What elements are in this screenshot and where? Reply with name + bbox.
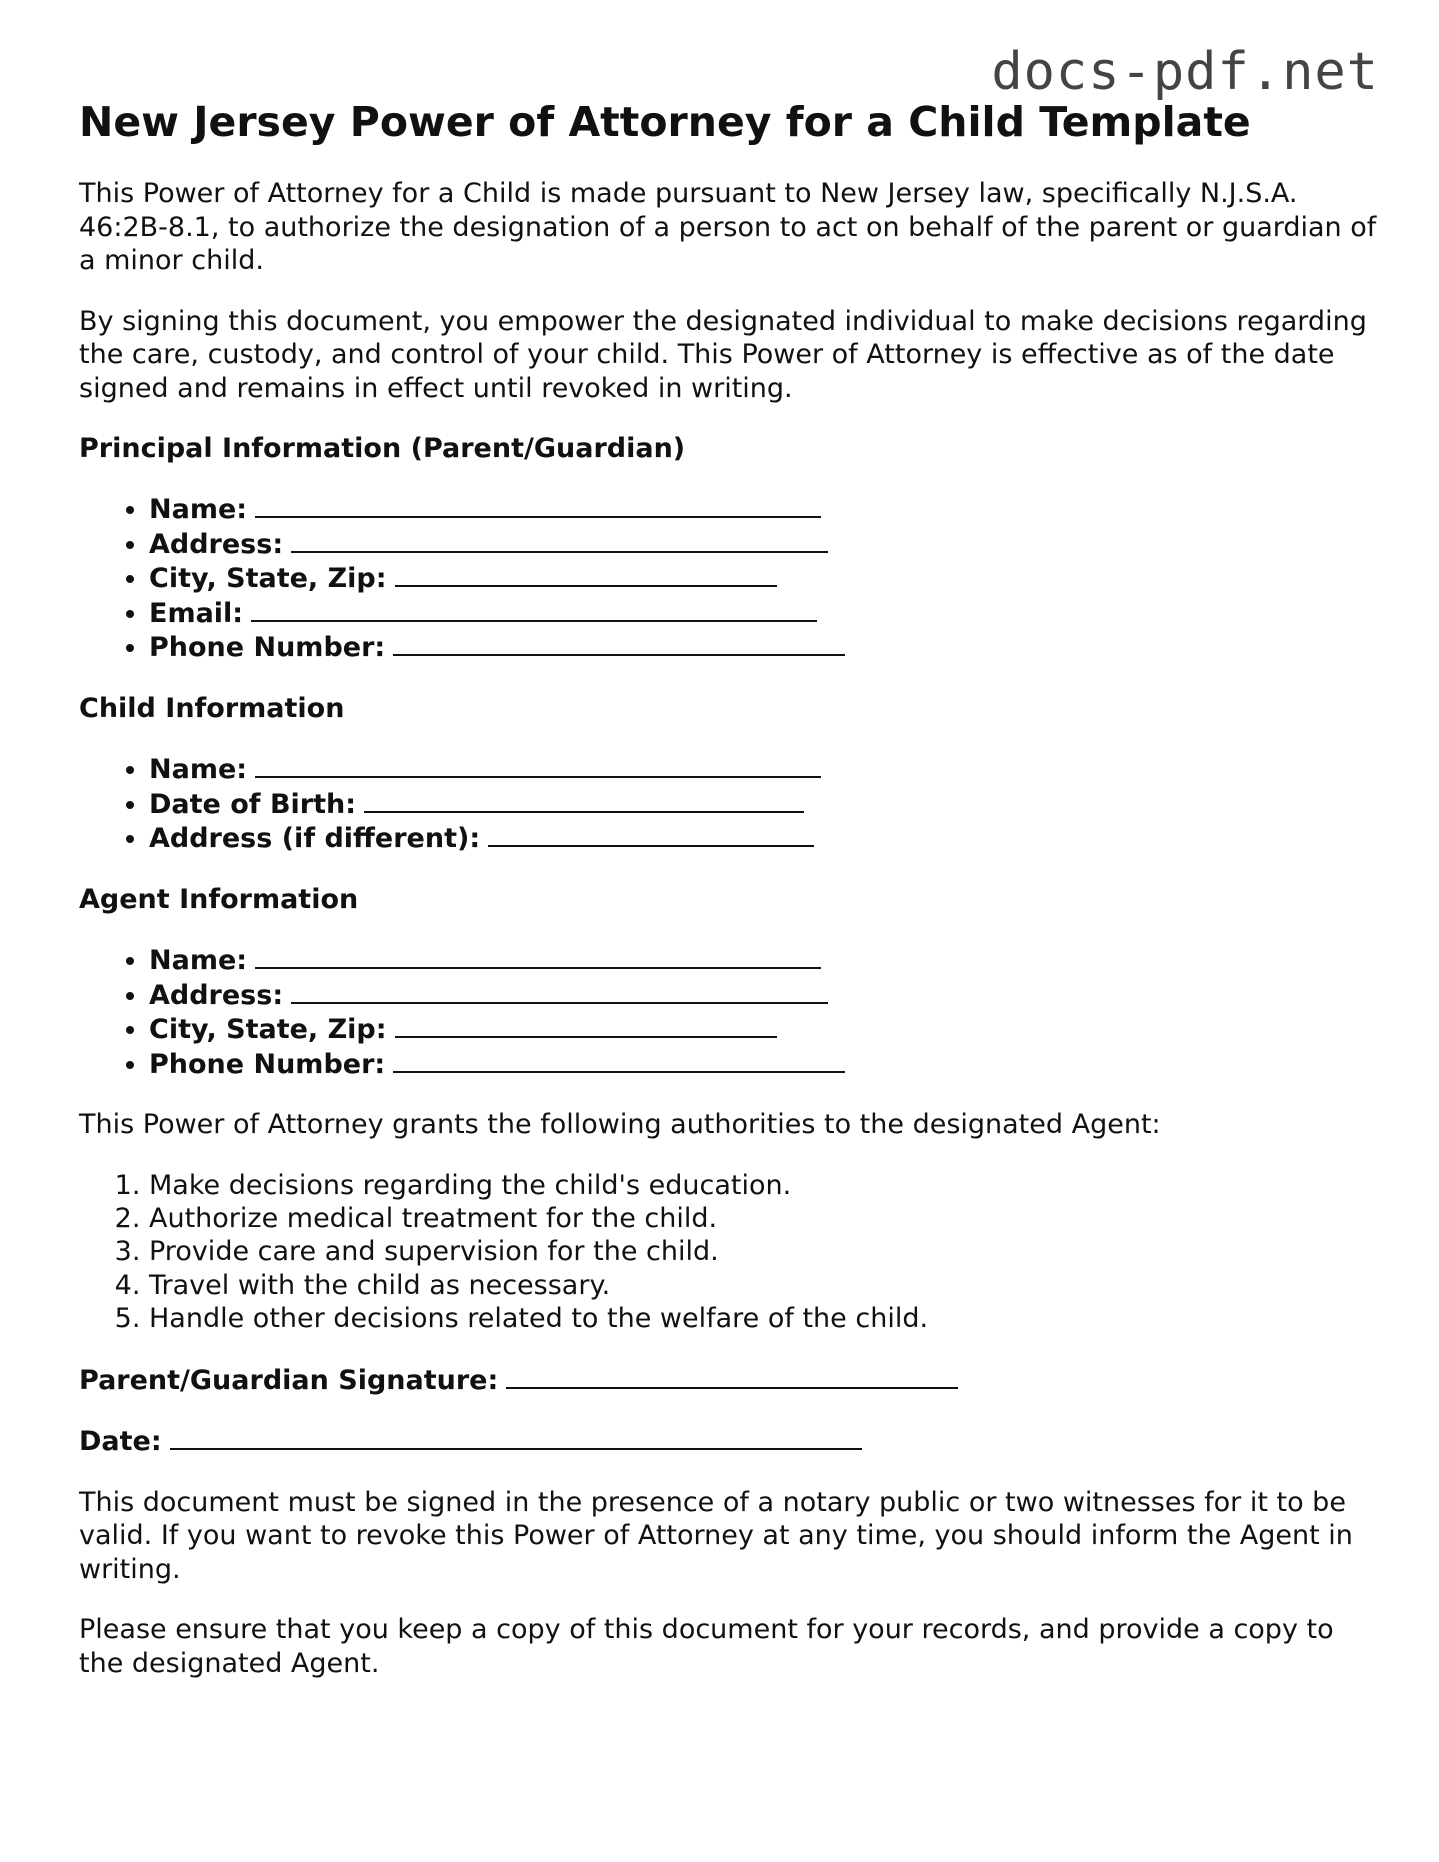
field-label: Address (if different):: [149, 823, 481, 855]
field-label: Name:: [149, 945, 248, 977]
closing-paragraph-1: This document must be signed in the presence of a notary public or two witnesses for it to be valid. If you want to revoke this Power of Attorney at any time, you should inform the Agent in writing.: [79, 1486, 1353, 1585]
child-address-field: [149, 821, 1379, 855]
principal-field-list: [79, 492, 1379, 664]
date-line: [79, 1424, 1379, 1458]
agent-name-blank[interactable]: [255, 943, 821, 969]
document-page: [79, 98, 1379, 1707]
field-label: Phone Number:: [149, 632, 386, 664]
field-label: Address:: [149, 979, 284, 1011]
child-field-list: [79, 752, 1379, 855]
agent-city-state-zip-field: [149, 1012, 1379, 1046]
agent-address-blank[interactable]: [291, 978, 828, 1004]
authority-item: 2. Authorize medical treatment for the child.: [149, 1202, 1379, 1235]
field-label: Name:: [149, 754, 248, 786]
field-label: Address:: [149, 528, 284, 560]
agent-city-state-zip-blank[interactable]: [395, 1012, 777, 1038]
authority-item: 5. Handle other decisions related to the welfare of the child.: [149, 1302, 1379, 1335]
authority-item: 4. Travel with the child as necessary.: [149, 1269, 1379, 1302]
watermark: docs-pdf.net: [991, 42, 1379, 102]
principal-address-field: [149, 527, 1379, 561]
field-label: City, State, Zip:: [149, 1014, 387, 1046]
agent-address-field: [149, 978, 1379, 1012]
intro-paragraph-2: By signing this document, you empower the designated individual to make decisions regarding the care, custody, and control of your child. This Power of Attorney is effective as of the date signed and remains in effect until revoked in writing.: [79, 305, 1367, 404]
principal-heading: Principal Information (Parent/Guardian): [79, 433, 686, 464]
child-heading: Child Information: [79, 692, 345, 724]
signature-blank[interactable]: [506, 1363, 958, 1389]
date-label: Date:: [79, 1426, 162, 1458]
field-label: Name:: [149, 494, 248, 526]
agent-field-list: [79, 943, 1379, 1081]
principal-phone-field: [149, 630, 1379, 664]
principal-city-state-zip-field: [149, 561, 1379, 595]
child-dob-blank[interactable]: [364, 787, 804, 813]
date-blank[interactable]: [170, 1424, 862, 1450]
principal-city-state-zip-blank[interactable]: [395, 561, 777, 587]
principal-name-blank[interactable]: [255, 492, 821, 518]
authorities-list: [79, 1169, 1379, 1336]
field-label: Date of Birth:: [149, 788, 357, 820]
signature-label: Parent/Guardian Signature:: [79, 1364, 499, 1396]
closing-paragraph-2: Please ensure that you keep a copy of this document for your records, and provide a copy to the designated Agent.: [79, 1614, 1334, 1679]
authority-item: 1. Make decisions regarding the child's education.: [149, 1169, 1379, 1202]
agent-name-field: [149, 943, 1379, 977]
field-label: Phone Number:: [149, 1048, 386, 1080]
child-dob-field: [149, 787, 1379, 821]
child-address-blank[interactable]: [488, 821, 814, 847]
principal-email-field: [149, 596, 1379, 630]
agent-phone-blank[interactable]: [393, 1047, 845, 1073]
field-label: Email:: [149, 597, 244, 629]
signature-line: [79, 1363, 1379, 1397]
document-title: New Jersey Power of Attorney for a Child Template: [79, 98, 1251, 146]
principal-name-field: [149, 492, 1379, 526]
intro-paragraph-1: This Power of Attorney for a Child is made pursuant to New Jersey law, specifically N.J.S.A. 46:2B-8.1, to authorize the designation of a person to act on behalf of the parent or guardian of a minor child.: [79, 178, 1377, 277]
authority-item: 3. Provide care and supervision for the child.: [149, 1235, 1379, 1268]
principal-address-blank[interactable]: [291, 527, 828, 553]
agent-heading: Agent Information: [79, 883, 359, 915]
authorities-intro: This Power of Attorney grants the following authorities to the designated Agent:: [79, 1109, 1161, 1141]
agent-phone-field: [149, 1047, 1379, 1081]
principal-email-blank[interactable]: [251, 596, 817, 622]
field-label: City, State, Zip:: [149, 563, 387, 595]
child-name-field: [149, 752, 1379, 786]
principal-phone-blank[interactable]: [393, 630, 845, 656]
child-name-blank[interactable]: [255, 752, 821, 778]
